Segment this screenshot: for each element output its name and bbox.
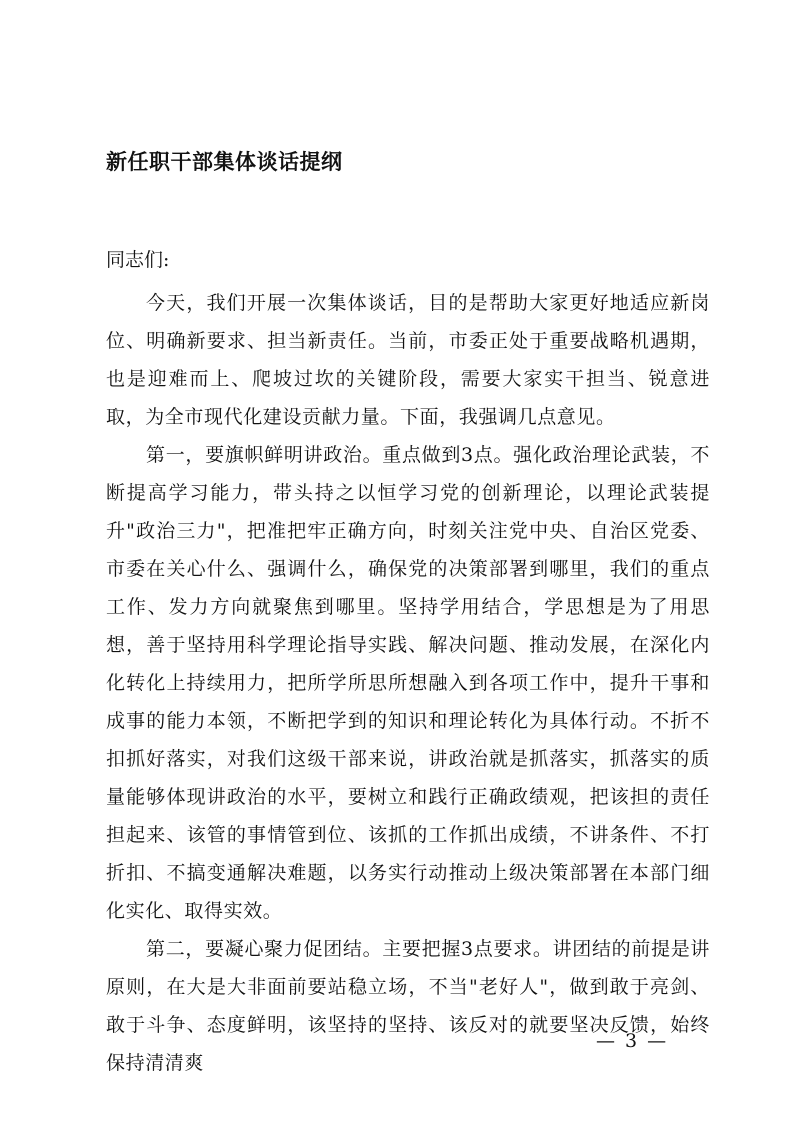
document-body [106, 284, 710, 1082]
paragraph-second-point: 第二，要凝心聚力促团结。主要把握3点要求。讲团结的前提是讲原则，在大是大非面前要站稳立场，不当"老好人"，做到敢于亮剑、敢于斗争、态度鲜明，该坚持的坚持、该反对的就要坚决反馈，始终保持清清爽 [106, 938, 710, 1074]
document-title: 新任职干部集体谈话提纲 [106, 150, 343, 174]
salutation: 同志们: [106, 249, 170, 271]
page-number: — 3 — [596, 1030, 669, 1052]
paragraph-first-point: 第一，要旗帜鲜明讲政治。重点做到3点。强化政治理论武装，不断提高学习能力，带头持之以恒学习党的创新理论，以理论武装提升"政治三力"，把准把牢正确方向，时刻关注党中央、自治区党委、市委在关心什么、强调什么，确保党的决策部署到哪里，我们的重点工作、发力方向就聚焦到哪里。坚持学用结合，学思想是为了用思想，善于坚持用科学理论指导实践、解决问题、推动发展，在深化内化转化上持续用力，把所学所思所想融入到各项工作中，提升干事和成事的能力本领，不断把学到的知识和理论转化为具体行动。不折不扣抓好落实，对我们这级干部来说，讲政治就是抓落实，抓落实的质量能够体现讲政治的水平，要树立和践行正确政绩观，把该担的责任担起来、该管的事情管到位、该抓的工作抓出成绩，不讲条件、不打折扣、不搞变通解决难题，以务实行动推动上级决策部署在本部门细化实化、取得实效。 [106, 444, 710, 922]
paragraph-intro: 今天，我们开展一次集体谈话，目的是帮助大家更好地适应新岗位、明确新要求、担当新责任。当前，市委正处于重要战略机遇期，也是迎难而上、爬坡过坎的关键阶段，需要大家实干担当、锐意进取，为全市现代化建设贡献力量。下面，我强调几点意见。 [106, 292, 710, 428]
